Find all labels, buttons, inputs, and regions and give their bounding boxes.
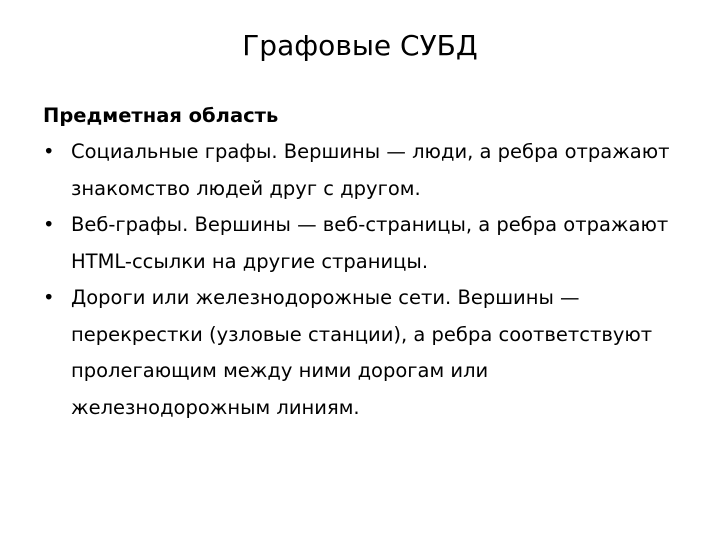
slide-title: Графовые СУБД [242, 29, 478, 62]
bullet-text: Социальные графы. Вершины — люди, а ребра отражают знакомство людей друг с другом. [71, 140, 670, 200]
slide-content [43, 98, 693, 426]
section-heading: Предметная область [43, 104, 279, 127]
bullet-marker: • [43, 140, 55, 163]
bullet-text: Дороги или железнодорожные сети. Вершины — перекрестки (узловые станции), а ребра соответствуют пролегающим между ними дорогам или железнодорожным линиям. [71, 286, 653, 419]
bullet-item-social-graphs [43, 134, 693, 207]
bullet-item-web-graphs [43, 207, 693, 280]
bullet-marker: • [43, 286, 55, 309]
bullet-list [43, 134, 693, 426]
bullet-item-road-networks [43, 280, 693, 426]
bullet-text: Веб-графы. Вершины — веб-страницы, а ребра отражают HTML-ссылки на другие страницы. [71, 213, 669, 273]
bullet-marker: • [43, 213, 55, 236]
